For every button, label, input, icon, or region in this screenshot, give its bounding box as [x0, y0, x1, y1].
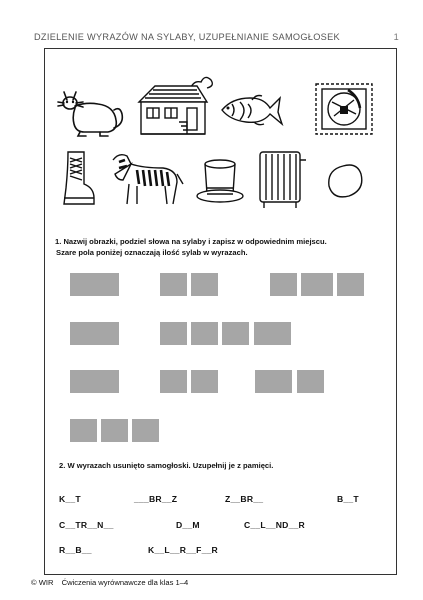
syllable-box	[222, 322, 249, 345]
syllable-box	[191, 370, 218, 393]
syllable-box	[132, 419, 159, 442]
page-footer	[31, 578, 194, 587]
syllable-box	[301, 273, 333, 296]
syllable-box	[254, 322, 291, 345]
fish-picture	[218, 92, 284, 128]
fill-word: R__B__	[59, 545, 92, 555]
zebra-picture	[107, 150, 185, 210]
fill-word: B__T	[337, 494, 359, 504]
fill-word: K__T	[59, 494, 81, 504]
syllable-box	[160, 322, 187, 345]
fill-word: K__L__R__F__R	[148, 545, 218, 555]
syllable-box	[101, 419, 128, 442]
page-number: 1	[393, 32, 399, 42]
syllable-box	[255, 370, 292, 393]
top-hat-picture	[195, 158, 245, 206]
footer-copyright: © WIR	[31, 578, 54, 587]
lemon-picture	[325, 162, 365, 200]
boot-picture	[60, 148, 98, 208]
cat-picture	[56, 88, 126, 140]
radiator-picture	[256, 146, 308, 210]
fill-word: C__L__ND__R	[244, 520, 305, 530]
task-1-line-2: Szare pola poniżej oznaczają ilość sylab w wyrazach.	[56, 248, 248, 257]
syllable-box	[160, 273, 187, 296]
syllable-box	[70, 273, 119, 296]
fill-word: Z__BR__	[225, 494, 264, 504]
house-picture	[135, 72, 215, 138]
syllable-box	[70, 419, 97, 442]
syllable-box	[270, 273, 297, 296]
task-1-instruction	[55, 236, 327, 258]
stamp-picture	[314, 82, 374, 136]
fill-word: ___BR__Z	[134, 494, 178, 504]
syllable-box	[70, 322, 119, 345]
fill-word: D__M	[176, 520, 200, 530]
syllable-box	[191, 322, 218, 345]
syllable-box	[337, 273, 364, 296]
task-2-instruction: 2. W wyrazach usunięto samogłoski. Uzupełnij je z pamięci.	[59, 461, 274, 470]
header-title: DZIELENIE WYRAZÓW NA SYLABY, UZUPEŁNIANIE SAMOGŁOSEK	[34, 32, 340, 42]
syllable-box	[160, 370, 187, 393]
footer-book-title: Ćwiczenia wyrównawcze dla klas 1–4	[61, 578, 189, 587]
syllable-box	[70, 370, 119, 393]
fill-word: C__TR__N__	[59, 520, 114, 530]
task-1-line-1: 1. Nazwij obrazki, podziel słowa na sylaby i zapisz w odpowiednim miejscu.	[55, 237, 327, 246]
syllable-box	[297, 370, 324, 393]
syllable-box	[191, 273, 218, 296]
